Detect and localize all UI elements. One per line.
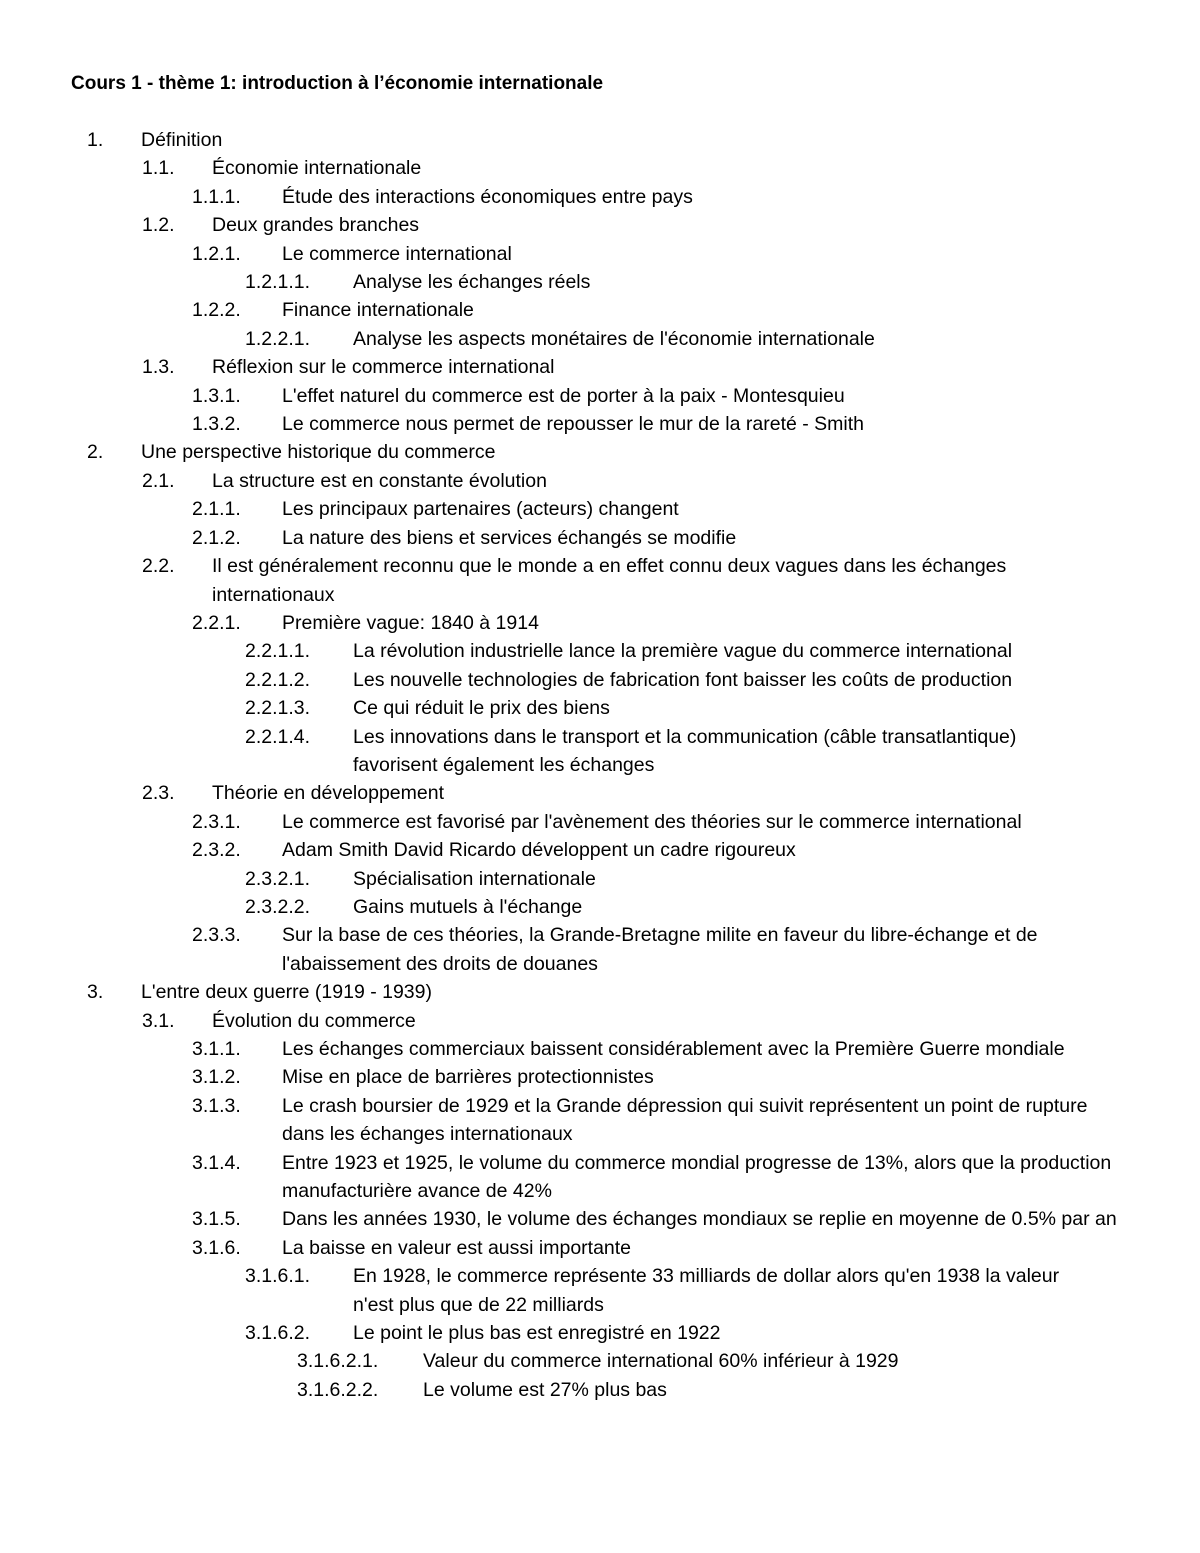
outline-item-number: 2.2.1.4.: [245, 725, 311, 748]
outline-item: [0, 694, 1200, 722]
outline-item: [0, 183, 1200, 211]
outline-item-number: 2.3.2.: [192, 839, 241, 862]
outline-item-text: Une perspective historique du commerce: [141, 441, 496, 464]
outline-item-number: 2.2.1.: [192, 611, 241, 634]
outline-item-text: La structure est en constante évolution: [212, 469, 547, 492]
outline-item: [0, 836, 1200, 864]
outline-item: [0, 1035, 1200, 1063]
outline-item-text: La baisse en valeur est aussi importante: [282, 1236, 632, 1259]
outline-item: [0, 1149, 1200, 1206]
outline-item-text: L'entre deux guerre (1919 - 1939): [141, 981, 432, 1004]
outline-item-number: 1.2.: [142, 214, 175, 237]
outline-item-number: 1.3.1.: [192, 384, 241, 407]
outline-item: [0, 495, 1200, 523]
outline-item: [0, 524, 1200, 552]
outline-item-text: Sur la base de ces théories, la Grande-Bretagne milite en faveur du libre-échange et de l'abaissement des droits de douanes: [282, 924, 1038, 975]
outline-item: [0, 1347, 1200, 1375]
outline-item: [0, 921, 1200, 978]
outline-item-number: 1.2.2.1.: [245, 327, 311, 350]
outline-item: [0, 296, 1200, 324]
outline-item: [0, 240, 1200, 268]
outline-item-number: 2.2.1.1.: [245, 640, 311, 663]
outline-item: [0, 382, 1200, 410]
outline-item-number: 3.: [87, 981, 104, 1004]
outline-item: [0, 552, 1200, 609]
outline-item-number: 1.1.1.: [192, 185, 241, 208]
outline-item-text: Le point le plus bas est enregistré en 1922: [353, 1322, 721, 1345]
outline-item-number: 3.1.6.2.2.: [297, 1378, 379, 1401]
outline-item-text: Le commerce nous permet de repousser le mur de la rareté - Smith: [282, 413, 865, 436]
outline-item: [0, 978, 1200, 1006]
outline-item: [0, 1319, 1200, 1347]
outline-item-number: 1.3.2.: [192, 413, 241, 436]
outline-item-text: Le commerce international: [282, 242, 512, 265]
outline-item: [0, 211, 1200, 239]
outline-item: [0, 268, 1200, 296]
outline-item-text: Analyse les échanges réels: [353, 271, 591, 294]
outline-item: [0, 893, 1200, 921]
outline-item: [0, 1262, 1200, 1319]
outline-item-number: 1.3.: [142, 356, 175, 379]
outline-item-number: 2.3.2.2.: [245, 895, 311, 918]
outline-item-text: Ce qui réduit le prix des biens: [353, 697, 610, 720]
outline-item: [0, 666, 1200, 694]
outline-item-number: 3.1.6.1.: [245, 1265, 311, 1288]
outline-item-number: 3.1.1.: [192, 1038, 241, 1060]
outline-item-number: 3.1.6.2.: [245, 1322, 311, 1345]
outline-item-number: 2.2.1.3.: [245, 697, 311, 720]
outline-item: [0, 1234, 1200, 1262]
outline-item: [0, 467, 1200, 495]
outline-item-text: Adam Smith David Ricardo développent un cadre rigoureux: [282, 839, 796, 862]
outline-item-number: 3.1.2.: [192, 1066, 241, 1089]
outline-item-text: Économie internationale: [212, 157, 422, 180]
outline-item-text: Dans les années 1930, le volume des échanges mondiaux se replie en moyenne de 0.5% par an: [282, 1208, 1117, 1231]
document-title: Cours 1 - thème 1: introduction à l’économie internationale: [71, 73, 604, 94]
outline-item-number: 3.1.4.: [192, 1151, 241, 1174]
outline-item-text: Le crash boursier de 1929 et la Grande dépression qui suivit représentent un point de rupture dans les échanges internationaux: [282, 1094, 1088, 1146]
outline-item: [0, 1092, 1200, 1149]
outline-item-text: Définition: [141, 129, 223, 151]
outline-item-number: 2.3.1.: [192, 810, 241, 833]
outline-item-text: Gains mutuels à l'échange: [353, 895, 583, 918]
outline-list: [0, 126, 1200, 1404]
outline-item-number: 1.1.: [142, 157, 175, 180]
outline-item: [0, 609, 1200, 637]
outline-item-text: Il est généralement reconnu que le monde a en effet connu deux vagues dans les échanges internationaux: [212, 555, 1007, 606]
outline-item-text: Le volume est 27% plus bas: [423, 1378, 667, 1401]
outline-item-number: 1.2.1.1.: [245, 271, 311, 294]
outline-item-text: Les innovations dans le transport et la communication (câble transatlantique) favorisent également les échanges: [353, 725, 1017, 776]
outline-item-number: 2.: [87, 441, 104, 464]
outline-item-text: Théorie en développement: [212, 782, 444, 805]
outline-item-text: Analyse les aspects monétaires de l'économie internationale: [353, 327, 875, 350]
outline-item-text: Le commerce est favorisé par l'avènement des théories sur le commerce international: [282, 810, 1022, 833]
outline-item: [0, 723, 1200, 780]
outline-item: [0, 1063, 1200, 1091]
outline-item-text: Valeur du commerce international 60% inférieur à 1929: [423, 1350, 899, 1373]
outline-item: [0, 154, 1200, 182]
outline-item-text: Réflexion sur le commerce international: [212, 356, 555, 379]
outline-item-text: L'effet naturel du commerce est de porter à la paix - Montesquieu: [282, 384, 845, 407]
outline-item-number: 2.1.1.: [192, 498, 241, 521]
outline-item: [0, 637, 1200, 665]
outline-item-number: 3.1.5.: [192, 1208, 241, 1231]
outline-item-number: 2.3.: [142, 782, 175, 805]
outline-item-number: 1.2.2.: [192, 299, 241, 322]
outline-item: [0, 808, 1200, 836]
outline-item-number: 2.1.2.: [192, 526, 241, 549]
outline-item-number: 1.2.1.: [192, 242, 241, 265]
outline-item-text: Deux grandes branches: [212, 214, 420, 237]
outline-item-number: 2.3.3.: [192, 924, 241, 947]
outline-item-number: 2.2.: [142, 555, 175, 578]
outline-item: [0, 126, 1200, 154]
outline-item-text: Les principaux partenaires (acteurs) changent: [282, 498, 679, 521]
outline-item: [0, 865, 1200, 893]
outline-item: [0, 1205, 1200, 1233]
outline-item-text: Mise en place de barrières protectionnistes: [282, 1066, 654, 1089]
outline-item-number: 3.1.3.: [192, 1094, 241, 1117]
outline-item: [0, 779, 1200, 807]
outline-item-number: 1.: [87, 129, 104, 151]
outline-item: [0, 438, 1200, 466]
outline-item: [0, 325, 1200, 353]
outline-item-number: 2.3.2.1.: [245, 867, 311, 890]
outline-item: [0, 410, 1200, 438]
outline-item-text: Spécialisation internationale: [353, 867, 596, 890]
outline-item-number: 3.1.6.2.1.: [297, 1350, 379, 1373]
outline-item-text: Étude des interactions économiques entre pays: [282, 185, 693, 208]
outline-item-text: La révolution industrielle lance la première vague du commerce international: [353, 640, 1013, 663]
outline-item-text: La nature des biens et services échangés se modifie: [282, 526, 737, 549]
outline-item-text: Évolution du commerce: [212, 1009, 416, 1032]
outline-item: [0, 353, 1200, 381]
outline-item: [0, 1007, 1200, 1035]
outline-item-text: En 1928, le commerce représente 33 milliards de dollar alors qu'en 1938 la valeur n'est plus que de 22 milliards: [353, 1265, 1060, 1316]
outline-item-number: 3.1.6.: [192, 1236, 241, 1259]
outline-item-number: 2.2.1.2.: [245, 668, 311, 691]
outline-item-text: Entre 1923 et 1925, le volume du commerce mondial progresse de 13%, alors que la production manufacturière avance de 42%: [282, 1151, 1112, 1203]
outline-item-number: 3.1.: [142, 1009, 175, 1032]
outline-item-text: Première vague: 1840 à 1914: [282, 611, 539, 634]
outline-item-text: Les nouvelle technologies de fabrication font baisser les coûts de production: [353, 668, 1013, 691]
outline-item-text: Finance internationale: [282, 299, 474, 322]
outline-item-number: 2.1.: [142, 469, 175, 492]
outline-item-text: Les échanges commerciaux baissent considérablement avec la Première Guerre mondiale: [282, 1038, 1065, 1060]
outline-item: [0, 1376, 1200, 1404]
